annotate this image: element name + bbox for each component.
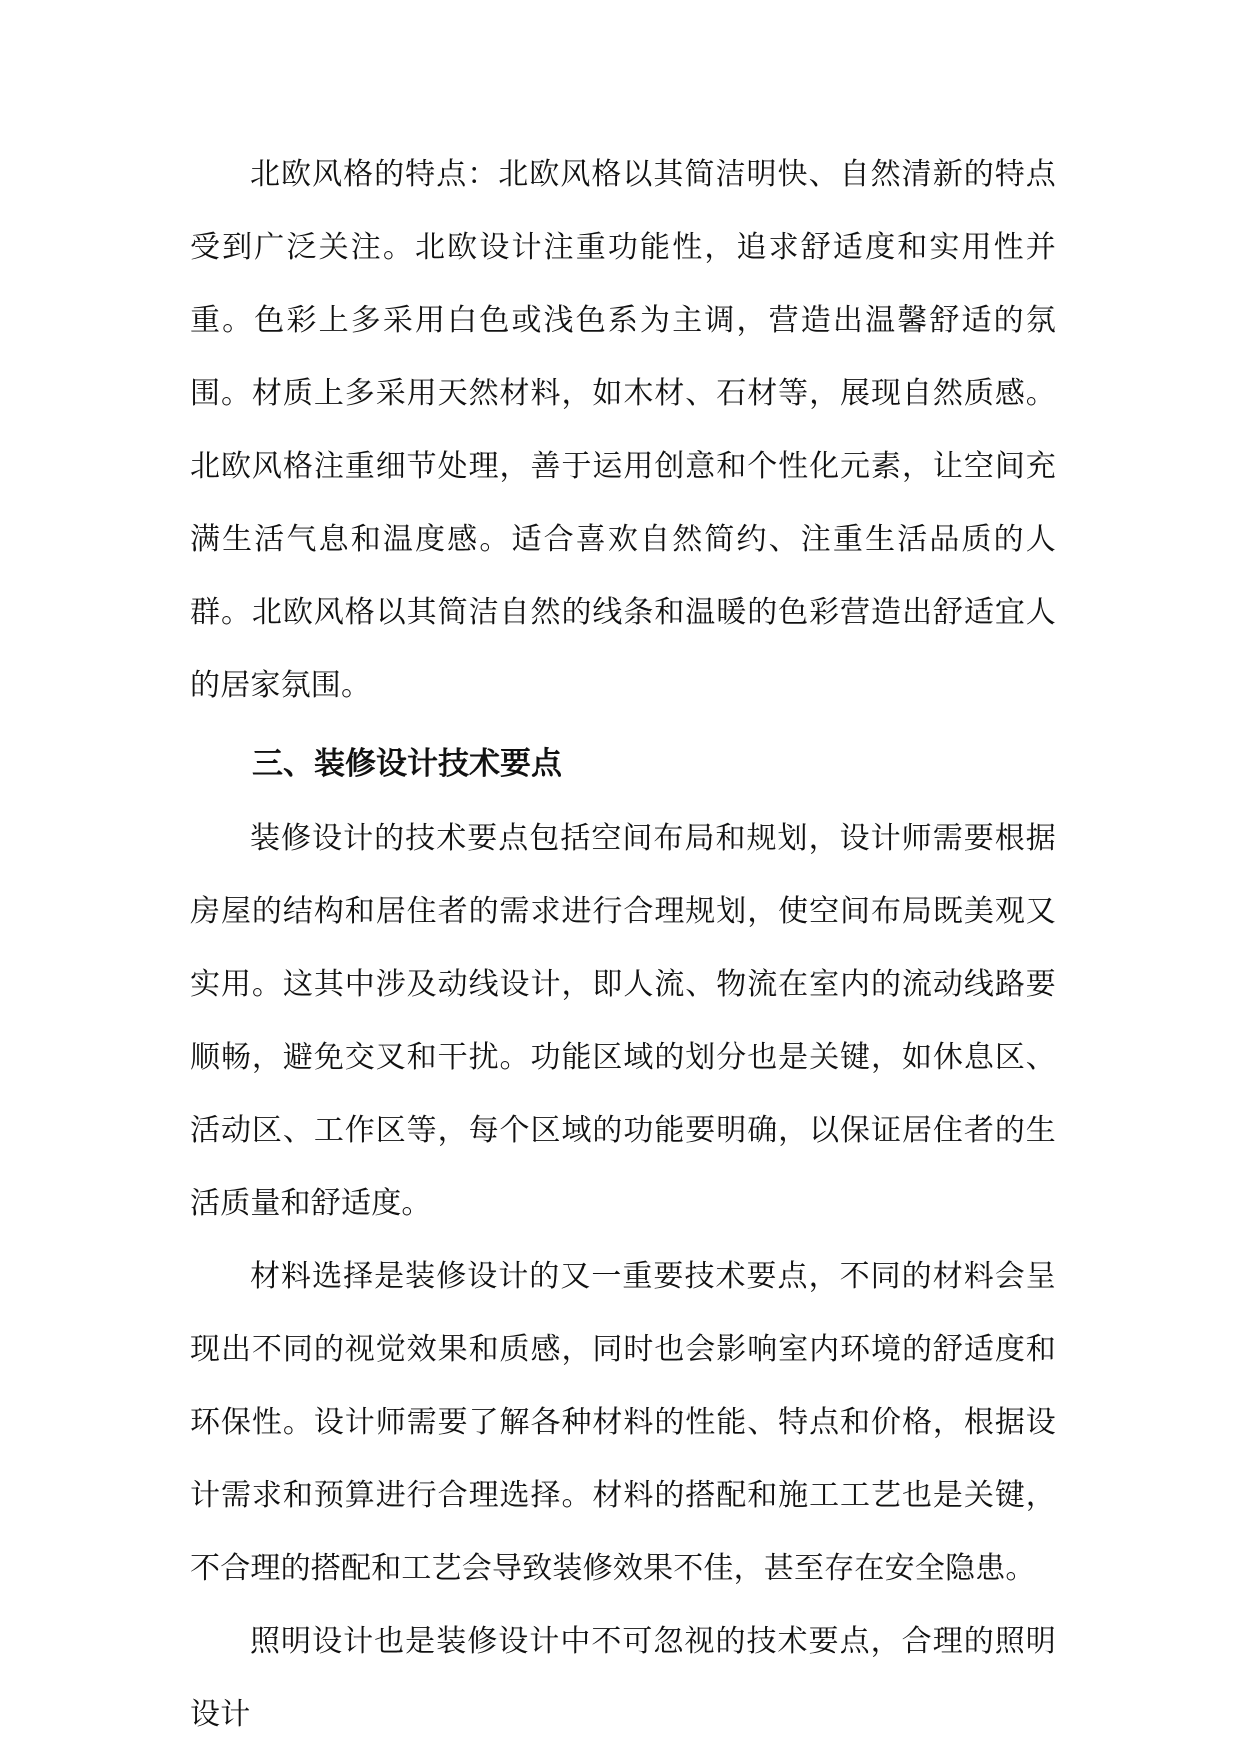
paragraph-material-selection: 材料选择是装修设计的又一重要技术要点，不同的材料会呈现出不同的视觉效果和质感，同时也会影响室内环境的舒适度和环保性。设计师需要了解各种材料的性能、特点和价格，根据设计需求和预算进行合理选择。材料的搭配和施工工艺也是关键，不合理的搭配和工艺会导致装修效果不佳，甚至存在安全隐患。 <box>190 1259 1056 1586</box>
paragraph-nordic-style: 北欧风格的特点：北欧风格以其简洁明快、自然清新的特点受到广泛关注。北欧设计注重功能性，追求舒适度和实用性并重。色彩上多采用白色或浅色系为主调，营造出温馨舒适的氛围。材质上多采用天然材料，如木材、石材等，展现自然质感。北欧风格注重细节处理，善于运用创意和个性化元素，让空间充满生活气息和温度感。适合喜欢自然简约、注重生活品质的人群。北欧风格以其简洁自然的线条和温暖的色彩营造出舒适宜人的居家氛围。 <box>190 157 1056 703</box>
section-heading: 三、装修设计技术要点 <box>252 746 562 782</box>
paragraph-lighting-design: 照明设计也是装修设计中不可忽视的技术要点，合理的照明设计 <box>190 1624 1056 1732</box>
document-body <box>190 138 1056 1751</box>
paragraph-space-layout: 装修设计的技术要点包括空间布局和规划，设计师需要根据房屋的结构和居住者的需求进行合理规划，使空间布局既美观又实用。这其中涉及动线设计，即人流、物流在室内的流动线路要顺畅，避免交叉和干扰。功能区域的划分也是关键，如休息区、活动区、工作区等，每个区域的功能要明确，以保证居住者的生活质量和舒适度。 <box>190 821 1056 1221</box>
